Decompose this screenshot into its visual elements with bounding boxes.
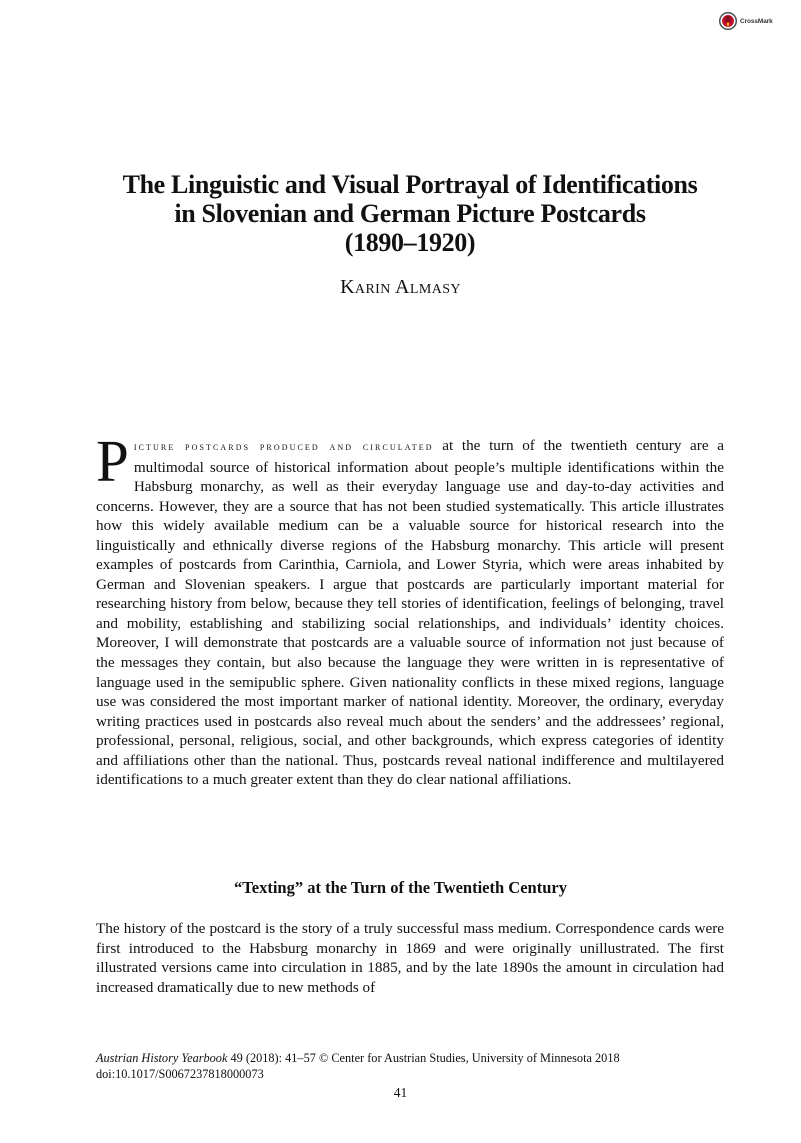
article-title — [80, 170, 740, 257]
drop-cap: P — [96, 428, 129, 494]
section-heading: “Texting” at the Turn of the Twentieth Century — [234, 878, 567, 897]
body-paragraph: The history of the postcard is the story of a truly successful mass medium. Correspondence cards were first introduced to the Habsburg monarchy in 1869 and were originally unillustrated. The first illustrated versions came into circulation in 1885, and by the late 1890s the amount in circulation had increased dramatically due to new methods of — [96, 920, 724, 997]
author-name: Karin Almasy — [340, 276, 461, 298]
citation-details: 49 (2018): 41–57 © Center for Austrian Studies, University of Minnesota 2018 — [227, 1051, 620, 1065]
title-line: in Slovenian and German Picture Postcards — [174, 199, 646, 228]
doi: doi:10.1017/S0067237818000073 — [96, 1067, 264, 1081]
title-line: (1890–1920) — [344, 228, 476, 257]
abstract — [96, 428, 724, 790]
title-line: The Linguistic and Visual Portrayal of Identifications — [122, 170, 698, 199]
journal-name: Austrian History Yearbook — [96, 1051, 228, 1065]
abstract-text: at the turn of the twentieth century are a multimodal source of historical information about people’s multiple identifications within the Habsburg monarchy, as well as their everyday language use and day-to-day activities and concerns. However, they are a source that has not been studied systematically. This article illustrates how this widely available medium can be a valuable source for historical research into the linguistically and ethnically diverse regions of the Habsburg monarchy. This article will present examples of postcards from Carinthia, Carniola, and Lower Styria, which were areas inhabited by German and Slovenian speakers. I argue that postcards are particularly important material for researching history from below, because they tell stories of identification, feelings of belonging, travel and mobility, establishing and stabilizing social relationships, and individuals’ identity choices. Moreover, I will demonstrate that postcards are a valuable source of information not just because of the messages they contain, but also because the language they were written in is representative of language used in the semipublic sphere. Given nationality conflicts in these mixed regions, language use was considered the most important marker of national identity. Moreover, the ordinary, everyday writing practices used in postcards also reveal much about the senders’ and the addressees’ regional, professional, personal, religious, social, and other backgrounds, which express categories of identity and affiliations other than the national. Thus, postcards reveal national indifference and multilayered identifications to a much greater extent than they do clear national affiliations. — [96, 437, 724, 789]
journal-citation — [96, 1051, 724, 1066]
crossmark-icon — [719, 12, 737, 30]
abstract-smallcaps-lead: icture postcards produced and circulated — [133, 441, 434, 453]
page-number: 41 — [393, 1085, 408, 1100]
crossmark-label: CrossMark — [740, 17, 773, 25]
crossmark-link[interactable] — [719, 12, 773, 30]
